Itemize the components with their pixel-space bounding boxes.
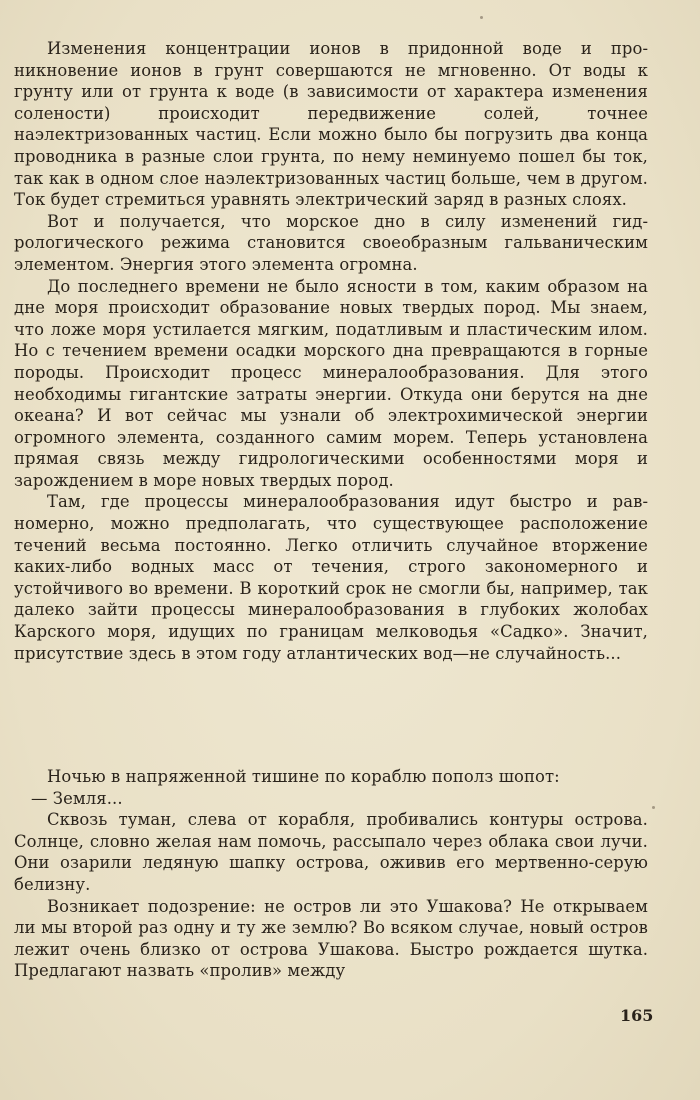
paragraph: Сквозь туман, слева от корабля, пробивались контуры острова. Солнце, словно желая нам помочь, рассыпало через облака свои лучи. Они озарили ледяную шапку острова, оживив его мертвенно-серую белизну. <box>14 810 648 894</box>
text-section-1 <box>14 38 648 664</box>
dialog-line: — Земля... <box>31 788 123 808</box>
paragraph: Изменения концентрации ионов в придонной воде и проникновение ионов в грунт совершаются не мгновенно. От воды к грунту или от грунта к воде (в зависимости от характера изменения солености) происходит передвижение солей, точнее наэлектризованных частиц. Если можно было бы погрузить два конца проводника в разные слои грунта, по нему неминуемо пошел бы ток, так как в одном слое наэлектризованных частиц больше, чем в другом. Ток будет стремиться уравнять электрический заряд в разных слоях. <box>14 39 648 210</box>
paper-speck <box>480 16 483 19</box>
paragraph: Ночью в напряженной тишине по кораблю пополз шопот: <box>47 767 560 786</box>
paragraph: Возникает подозрение: не остров ли это Ушакова? Не открываем ли мы второй раз одну и ту же землю? Во всяком случае, новый остров лежит очень близко от острова Ушакова. Быстро рождается шутка. Предлагают назвать «пролив» между <box>14 896 648 981</box>
paragraph: До последнего времени не было ясности в том, каким образом на дне моря происходит образование новых твердых пород. Мы знаем, что ложе моря устилается мягким, податливым и пластическим илом. Но с течением времени осадки морского дна превращаются в горные породы. Происходит процесс минералообразования. Для этого необходимы гигантские затраты энергии. Откуда они берутся на дне океана? И вот сейчас мы узнали об электрохимической энергии огромного элемента, созданного самим морем. Теперь установлена прямая связь между гидрологическими особенностями моря и зарождением в море новых твердых пород. <box>14 276 648 490</box>
paragraph: Вот и получается, что морское дно в силу изменений гидрологического режима становится своеобразным гальваническим элементом. Энергия этого элемента огромна. <box>14 211 648 274</box>
text-section-2 <box>14 766 648 982</box>
page-number: 165 <box>620 1006 654 1025</box>
paper-speck <box>652 806 655 809</box>
paragraph: Там, где процессы минералообразования идут быстро и равномерно, можно предполагать, что существующее расположение течений весьма постоянно. Легко отличить случайное вторжение каких-либо водных масс от течения, строго закономерного и устойчивого во времени. В короткий срок не смогли бы, например, так далеко зайти процессы минералообразования в глубоких жолобах Карского моря, идущих по границам мелководья «Садко». Значит, присутствие здесь в этом году атлантических вод—не случайность... <box>14 492 648 663</box>
